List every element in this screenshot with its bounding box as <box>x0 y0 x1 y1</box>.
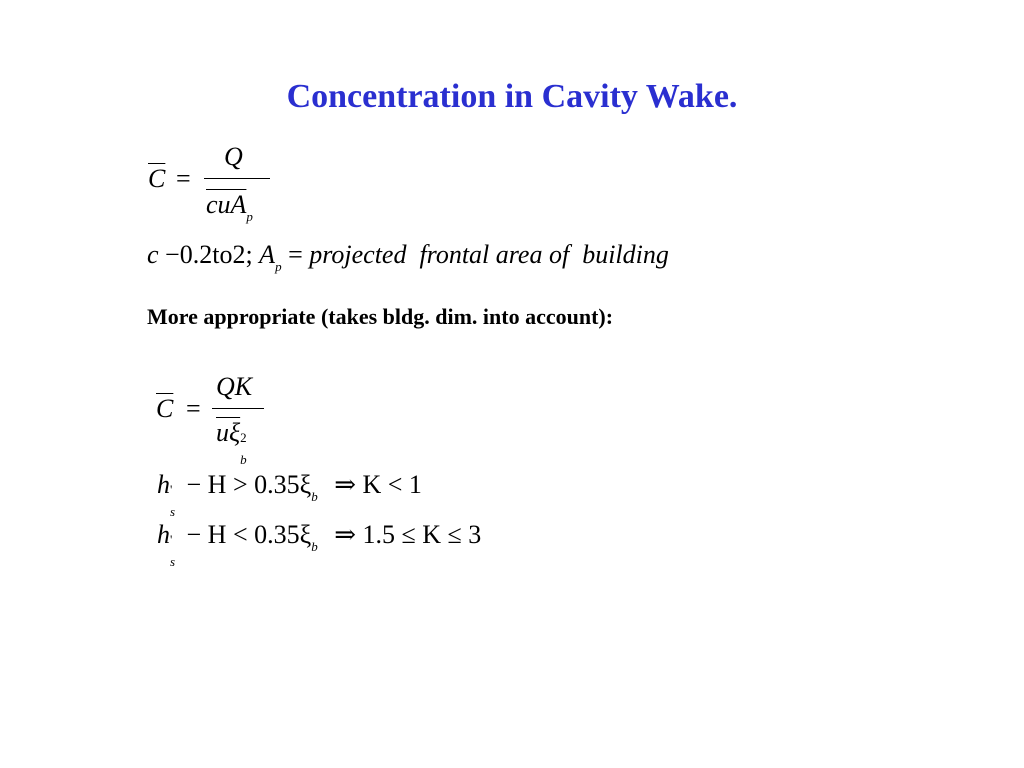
cond1-result: ⇒ K < 1 <box>334 470 422 499</box>
eq1-numerator: Q <box>224 142 243 171</box>
eq3-denominator: $\overline{u\xi}$ 2 b <box>216 418 247 467</box>
cond2-result: ⇒ 1.5 ≤ K ≤ 3 <box>334 520 482 549</box>
cond2-h: h <box>157 520 170 549</box>
cond2-xi-sub: b <box>311 539 318 554</box>
eq2-c: c <box>147 240 159 269</box>
eq3-lhs: $\overline{C}$ <box>156 394 174 423</box>
eq2-area-symbol: A <box>259 240 276 269</box>
body-text: More appropriate (takes bldg. dim. into account): <box>147 304 614 329</box>
eq3-numerator: QK <box>216 372 253 401</box>
cond1-inequality: − H > 0.35ξ <box>186 470 312 499</box>
eq1-denominator: $\overline{cuA}_p$ <box>206 190 253 224</box>
eq2-minus: − <box>165 240 180 269</box>
eq2-value: 0.2to2; <box>179 240 253 269</box>
eq1-lhs: $\overline{C}$ <box>148 164 166 193</box>
condition-1: h ' s − $H > 0.35\xi_b$ ⇒ K < 1 <box>157 470 422 519</box>
cond1-h: h <box>157 470 170 499</box>
condition-2: h ' s − $H < 0.35\xi_b$ ⇒ 1.5 ≤ K ≤ 3 <box>157 520 482 569</box>
eq2-area-sub: p <box>275 259 282 274</box>
eq3-fraction-bar <box>212 408 264 409</box>
eq1-fraction-bar <box>204 178 270 179</box>
eq2-equals: = <box>288 240 303 269</box>
equation-definition-line <box>147 240 669 274</box>
eq3-equals: = <box>186 394 201 423</box>
eq1-equals: = <box>176 164 191 193</box>
cond2-inequality: − H < 0.35ξ <box>186 520 312 549</box>
cond1-xi-sub: b <box>311 489 318 504</box>
slide-title: Concentration in Cavity Wake. <box>286 78 738 115</box>
eq2-description: projected frontal area of building <box>309 240 669 269</box>
